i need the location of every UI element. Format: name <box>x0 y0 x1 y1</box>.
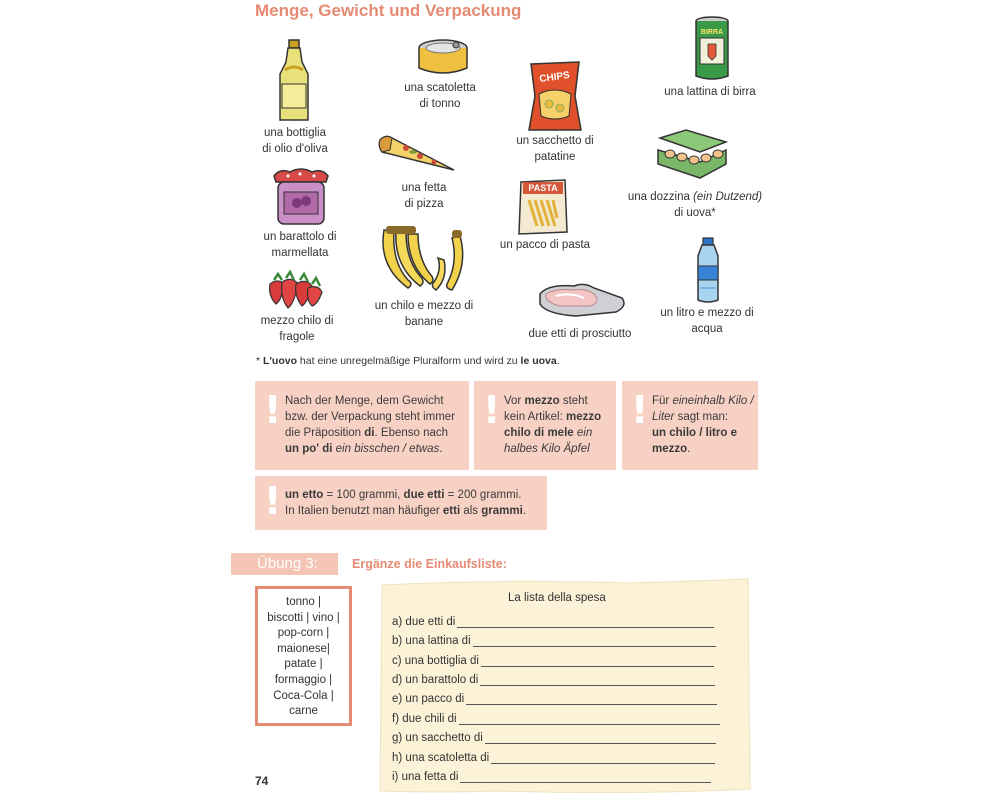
list-row <box>392 726 716 744</box>
word-item: patate | <box>284 658 323 671</box>
row-label: e) un pacco di <box>392 693 465 705</box>
answer-line[interactable] <box>459 712 720 725</box>
answer-line[interactable] <box>460 770 711 783</box>
t: als <box>460 505 482 517</box>
word-item: pop-corn | <box>277 627 330 640</box>
list-row <box>392 746 715 764</box>
note-line: bzw. der Verpackung steht immer <box>285 411 456 423</box>
caption-line: un pacco di pasta <box>499 239 591 251</box>
egg-carton-icon <box>656 128 728 182</box>
t: di <box>364 427 375 439</box>
t: mezzo <box>524 395 560 407</box>
caption-line <box>620 189 770 205</box>
caption-line: un litro e mezzo di <box>660 307 754 319</box>
beer-label: BIRRA <box>700 29 724 36</box>
chips-label: CHIPS <box>538 69 571 86</box>
list-row <box>392 649 714 667</box>
caption-line: di uova* <box>674 207 716 219</box>
answer-line[interactable] <box>481 654 714 667</box>
t: ein bisschen / etwas <box>335 443 440 455</box>
caption-line: un sacchetto di <box>516 135 594 147</box>
t: Vor <box>504 395 525 407</box>
tuna-can-icon <box>418 38 468 78</box>
beer-can-icon <box>694 16 730 82</box>
exclamation-icon: ! <box>483 388 501 432</box>
answer-line[interactable] <box>491 751 715 764</box>
caption-uova-b: (ein Dutzend) <box>693 191 763 203</box>
row-label: f) due chili di <box>392 713 457 725</box>
caption-line: un chilo e mezzo di <box>374 300 474 312</box>
caption-line: mezzo chilo di <box>260 315 334 327</box>
caption-acqua <box>650 305 764 337</box>
note-line <box>285 503 526 519</box>
prosciutto-icon <box>536 280 628 320</box>
caption-line: di olio d'oliva <box>262 143 328 155</box>
word-item: carne <box>289 705 318 718</box>
list-row <box>392 668 715 686</box>
note-text <box>285 393 455 457</box>
t: . <box>687 443 691 455</box>
caption-tonno <box>388 80 492 112</box>
jam-jar-icon <box>270 168 332 226</box>
note-line <box>504 425 601 441</box>
water-bottle-icon <box>694 238 722 304</box>
note-mezzo <box>474 381 616 470</box>
row-label: i) una fetta di <box>392 771 459 783</box>
exercise-instruction: Ergänze die Einkaufsliste: <box>352 557 507 571</box>
t: un po' di <box>285 443 333 455</box>
note-line <box>285 425 455 441</box>
caption-olio <box>242 125 348 157</box>
t: due etti <box>403 489 445 501</box>
caption-line: marmellata <box>271 247 329 259</box>
answer-line[interactable] <box>480 673 715 686</box>
list-row <box>392 629 716 647</box>
caption-line: di tonno <box>419 98 461 110</box>
t: eineinhalb Kilo / <box>672 395 754 407</box>
t: sagt man: <box>674 411 729 423</box>
answer-line[interactable] <box>473 634 716 647</box>
note-line <box>504 441 601 457</box>
caption-line: una scatoletta <box>404 82 476 94</box>
row-label: d) un barattolo di <box>392 674 479 686</box>
caption-banane <box>366 298 482 330</box>
t: = 100 grammi, <box>323 489 404 501</box>
bananas-icon <box>378 226 472 294</box>
t: etti <box>442 505 461 517</box>
caption-line: due etti di prosciutto <box>528 328 632 340</box>
caption-fragole <box>246 313 348 345</box>
caption-line: patatine <box>534 151 576 163</box>
caption-line: di pizza <box>404 198 444 210</box>
note-eineinhalb <box>622 381 758 470</box>
t: ein <box>576 427 593 439</box>
word-item: formaggio | <box>274 673 333 686</box>
note-line: Nach der Menge, dem Gewicht <box>285 395 444 407</box>
pizza-slice-icon <box>378 134 456 174</box>
note-line <box>652 441 754 457</box>
note-line <box>652 393 754 409</box>
list-row <box>392 687 717 705</box>
t: halbes Kilo Äpfel <box>504 443 590 455</box>
answer-line[interactable] <box>457 615 714 628</box>
word-box <box>255 586 352 726</box>
t: Für <box>652 395 673 407</box>
list-row <box>392 610 714 628</box>
t: chilo di mele <box>504 427 574 439</box>
note-line <box>285 487 526 503</box>
caption-line: fragole <box>279 331 315 343</box>
list-row <box>392 765 711 783</box>
word-item: tonno | <box>286 596 321 608</box>
t: un etto <box>285 489 324 501</box>
caption-line: banane <box>404 316 444 328</box>
t: . <box>522 505 526 517</box>
t: Liter <box>652 411 675 423</box>
exclamation-icon: ! <box>264 388 282 432</box>
pasta-label: PASTA <box>528 183 558 193</box>
footnote-a: L'uovo <box>263 355 298 367</box>
caption-line: una bottiglia <box>263 127 327 139</box>
t: . Ebenso nach <box>374 427 449 439</box>
shopping-list-title: La lista della spesa <box>508 592 606 604</box>
strawberries-icon <box>266 270 324 310</box>
row-label: g) un sacchetto di <box>392 732 483 744</box>
t: . <box>439 443 443 455</box>
t: mezzo <box>566 411 602 423</box>
caption-line: una lattina di birra <box>664 86 756 98</box>
pasta-packet-icon <box>517 178 569 236</box>
caption-uova-a: una dozzina <box>627 191 694 203</box>
row-label: h) una scatoletta di <box>392 752 490 764</box>
footnote <box>256 355 560 367</box>
t: mezzo <box>652 443 688 455</box>
page-title: Menge, Gewicht und Verpackung <box>255 1 522 20</box>
note-line <box>285 441 455 457</box>
exclamation-icon: ! <box>631 388 649 432</box>
caption-birra <box>655 84 765 100</box>
caption-patatine <box>505 133 605 165</box>
row-label: c) una bottiglia di <box>392 655 479 667</box>
note-etto <box>255 476 547 530</box>
note-line <box>652 425 754 441</box>
caption-pasta <box>495 237 595 253</box>
word-item: biscotti | vino | <box>267 611 340 624</box>
answer-line[interactable] <box>485 731 716 744</box>
t: un chilo / litro e <box>652 427 737 439</box>
exclamation-icon: ! <box>264 479 282 523</box>
row-label: b) una lattina di <box>392 635 471 647</box>
note-preposition <box>255 381 469 470</box>
t: In Italien benutzt man häufiger <box>285 505 443 517</box>
t: grammi <box>481 505 523 517</box>
olive-oil-bottle-icon <box>276 40 312 124</box>
footnote-star: * <box>256 355 264 367</box>
note-line <box>504 409 601 425</box>
caption-pizza <box>376 180 472 212</box>
chips-bag-icon <box>525 60 585 132</box>
footnote-b: hat eine unregelmäßige Pluralform und wird zu <box>297 355 521 367</box>
footnote-d: . <box>556 355 560 367</box>
footnote-c: le uova <box>520 355 557 367</box>
t: die Präposition <box>285 427 365 439</box>
t: = 200 grammi. <box>444 489 522 501</box>
caption-line: un barattolo di <box>263 231 337 243</box>
t: steht <box>559 395 588 407</box>
caption-line: una fetta <box>401 182 447 194</box>
page-number: 74 <box>255 774 269 788</box>
note-text <box>652 393 754 457</box>
note-line <box>652 409 754 425</box>
list-row <box>392 707 720 725</box>
caption-line: acqua <box>691 323 723 335</box>
row-label: a) due etti di <box>392 616 456 628</box>
caption-uova <box>620 189 770 221</box>
word-item: maionese| <box>277 642 330 655</box>
word-item: Coca-Cola | <box>273 689 334 702</box>
exercise-label: Übung 3: <box>231 553 338 575</box>
answer-line[interactable] <box>466 692 717 705</box>
note-text <box>504 393 601 457</box>
note-text <box>285 487 526 519</box>
t: kein Artikel: <box>504 411 566 423</box>
caption-marmellata <box>248 229 352 261</box>
caption-prosciutto <box>520 326 640 342</box>
note-line <box>504 393 601 409</box>
